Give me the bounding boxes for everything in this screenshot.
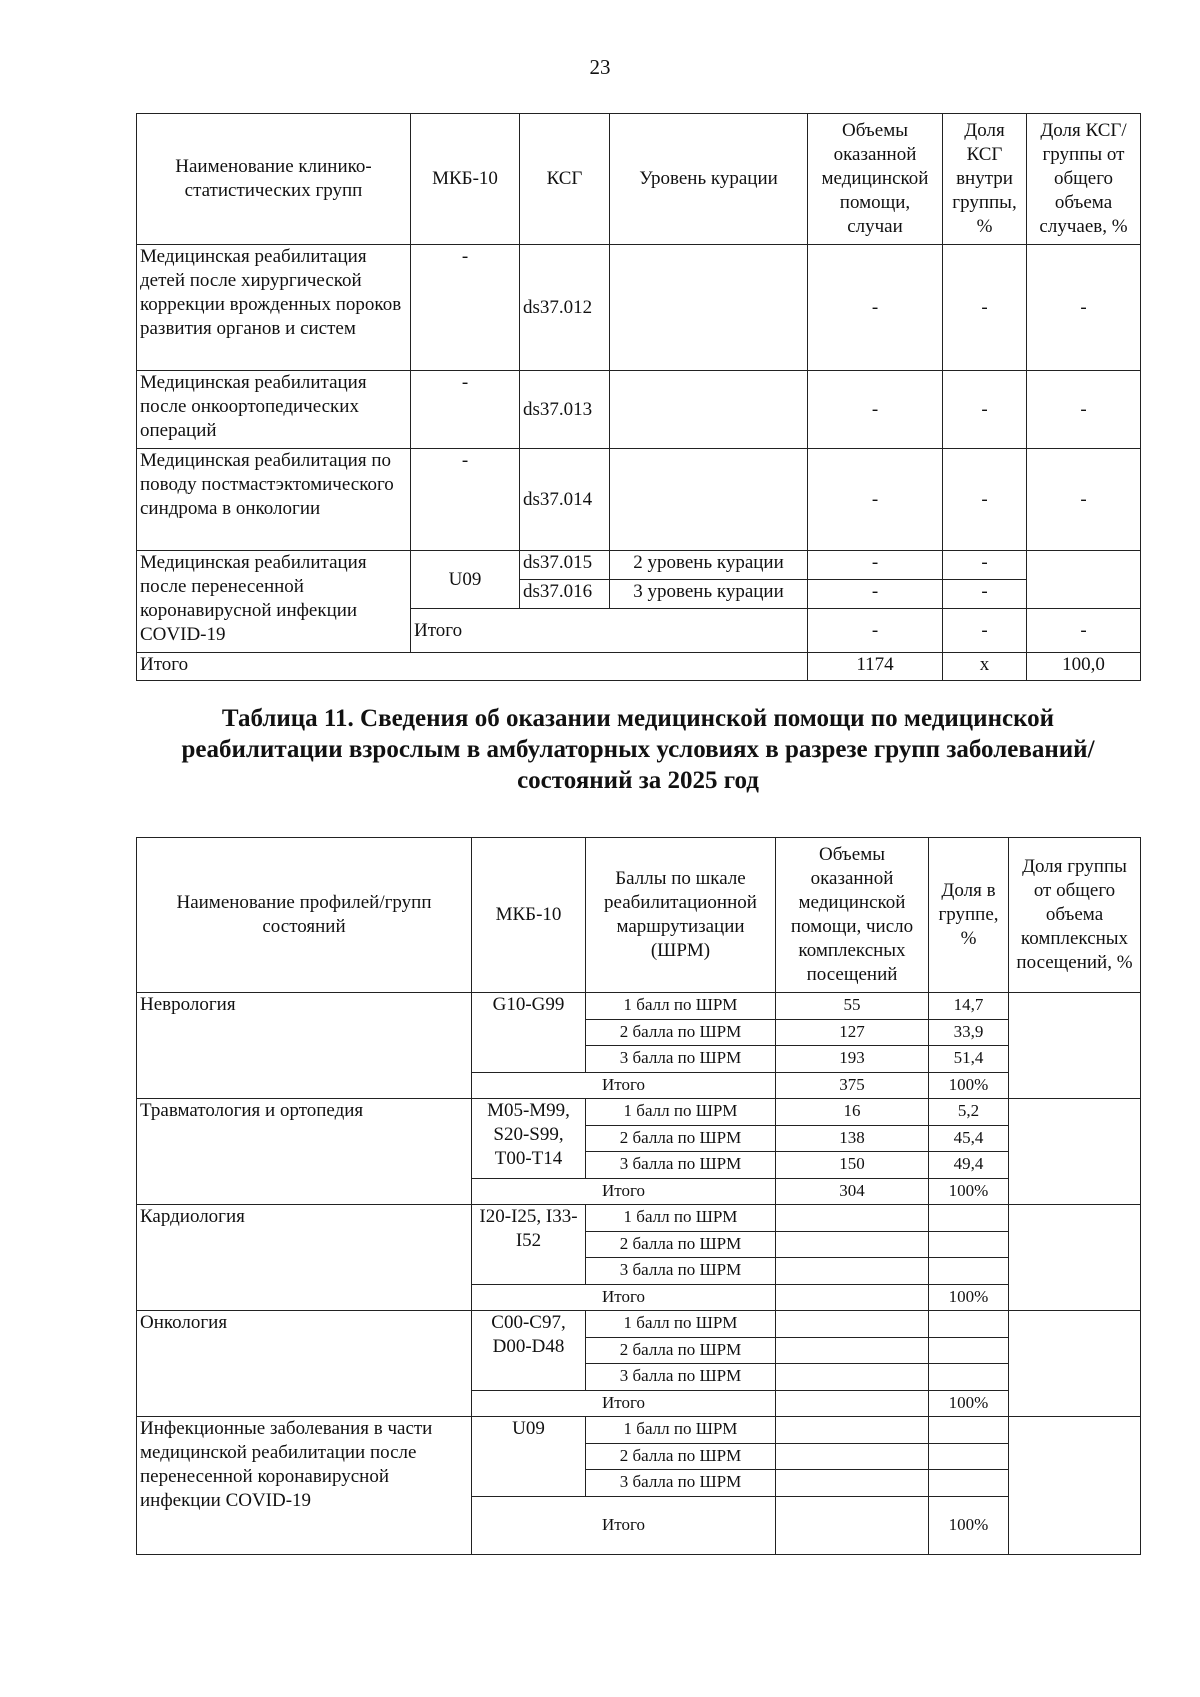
subtotal-label: Итого — [472, 1178, 776, 1205]
row-volume — [776, 1231, 929, 1258]
table-row — [137, 1311, 1141, 1338]
row-volume — [776, 1205, 929, 1232]
subtotal-volume: - — [808, 609, 943, 653]
header-mkb: МКБ-10 — [472, 838, 586, 993]
table-row — [137, 993, 1141, 1020]
row-score: 2 балла по ШРМ — [586, 1019, 776, 1046]
table-caption: Таблица 11. Сведения об оказании медицинской помощи по медицинской реабилитации взрослым в амбулаторных условиях в разрезе групп заболеваний/состояний за 2025 год — [181, 705, 1095, 794]
header-share-total: Доля группы от общего объема комплексных посещений, % — [1009, 838, 1141, 993]
row-share: 51,4 — [929, 1046, 1009, 1073]
row-share: 33,9 — [929, 1019, 1009, 1046]
table-row — [137, 1099, 1141, 1126]
subtotal-label: Итого — [472, 1072, 776, 1099]
subtotal-volume — [776, 1390, 929, 1417]
ksg-table — [136, 113, 1141, 681]
row-ksg: ds37.013 — [520, 371, 610, 449]
row-share-in-group: - — [943, 371, 1027, 449]
grand-total-share-total: 100,0 — [1027, 653, 1141, 681]
row-mkb: - — [411, 371, 520, 449]
row-share — [929, 1258, 1009, 1285]
row-score: 2 балла по ШРМ — [586, 1231, 776, 1258]
grand-total-label: Итого — [137, 653, 808, 681]
header-share-in-group: Доля в группе, % — [929, 838, 1009, 993]
row-level: 3 уровень курации — [610, 580, 808, 609]
header-name: Наименование клинико-статистических групп — [137, 114, 411, 245]
grand-total-row — [137, 653, 1141, 681]
row-name: Медицинская реабилитация детей после хирургической коррекции врожденных пороков развития органов и систем — [137, 245, 411, 371]
group-name: Неврология — [137, 993, 472, 1099]
row-share-total — [1027, 551, 1141, 609]
header-mkb: МКБ-10 — [411, 114, 520, 245]
row-share-in-group: - — [943, 551, 1027, 580]
row-mkb: - — [411, 245, 520, 371]
group-share-total — [1009, 1311, 1141, 1417]
row-share-total: - — [1027, 371, 1141, 449]
row-score: 1 балл по ШРМ — [586, 1417, 776, 1444]
row-name: Медицинская реабилитация после перенесенной коронавирусной инфекции COVID-19 — [137, 551, 411, 653]
table-row — [137, 551, 1141, 580]
page-number: 23 — [589, 55, 611, 79]
row-share-in-group: - — [943, 449, 1027, 551]
header-ksg: КСГ — [520, 114, 610, 245]
subtotal-share: 100% — [929, 1390, 1009, 1417]
subtotal-label: Итого — [411, 609, 808, 653]
row-share — [929, 1443, 1009, 1470]
row-score: 1 балл по ШРМ — [586, 1205, 776, 1232]
row-score: 3 балла по ШРМ — [586, 1258, 776, 1285]
row-volume: - — [808, 449, 943, 551]
header-volume: Объемы оказанной медицинской помощи, число комплексных посещений — [776, 838, 929, 993]
row-score: 3 балла по ШРМ — [586, 1470, 776, 1497]
row-score: 2 балла по ШРМ — [586, 1125, 776, 1152]
row-volume — [776, 1364, 929, 1391]
row-score: 3 балла по ШРМ — [586, 1046, 776, 1073]
row-share — [929, 1231, 1009, 1258]
row-volume: 193 — [776, 1046, 929, 1073]
header-volume: Объемы оказанной медицинской помощи, случаи — [808, 114, 943, 245]
row-ksg: ds37.012 — [520, 245, 610, 371]
header-share-in-group: Доля КСГ внутри группы, % — [943, 114, 1027, 245]
header-score: Баллы по шкале реабилитационной маршрутизации (ШРМ) — [586, 838, 776, 993]
row-share: 5,2 — [929, 1099, 1009, 1126]
subtotal-share: 100% — [929, 1284, 1009, 1311]
row-share — [929, 1205, 1009, 1232]
row-volume: 55 — [776, 993, 929, 1020]
group-share-total — [1009, 993, 1141, 1099]
subtotal-volume: 375 — [776, 1072, 929, 1099]
table-row — [137, 1205, 1141, 1232]
row-share — [929, 1364, 1009, 1391]
subtotal-share: 100% — [929, 1178, 1009, 1205]
row-volume: 16 — [776, 1099, 929, 1126]
subtotal-share-in-group: - — [943, 609, 1027, 653]
row-share-in-group: - — [943, 245, 1027, 371]
subtotal-share: 100% — [929, 1072, 1009, 1099]
grand-total-volume: 1174 — [808, 653, 943, 681]
row-score: 2 балла по ШРМ — [586, 1337, 776, 1364]
table-header-row — [137, 838, 1141, 993]
group-mkb: I20-I25, I33-I52 — [472, 1205, 586, 1285]
subtotal-volume: 304 — [776, 1178, 929, 1205]
header-level: Уровень курации — [610, 114, 808, 245]
row-volume — [776, 1258, 929, 1285]
group-share-total — [1009, 1205, 1141, 1311]
row-score: 3 балла по ШРМ — [586, 1152, 776, 1179]
row-ksg: ds37.015 — [520, 551, 610, 580]
row-share-total: - — [1027, 245, 1141, 371]
row-mkb: - — [411, 449, 520, 551]
row-share — [929, 1337, 1009, 1364]
row-level: 2 уровень курации — [610, 551, 808, 580]
row-share — [929, 1417, 1009, 1444]
row-level — [610, 449, 808, 551]
subtotal-share: 100% — [929, 1496, 1009, 1554]
row-share: 45,4 — [929, 1125, 1009, 1152]
subtotal-label: Итого — [472, 1284, 776, 1311]
row-share — [929, 1470, 1009, 1497]
row-name: Медицинская реабилитация по поводу постмастэктомического синдрома в онкологии — [137, 449, 411, 551]
row-score: 1 балл по ШРМ — [586, 1311, 776, 1338]
group-name: Травматология и ортопедия — [137, 1099, 472, 1205]
row-volume: - — [808, 551, 943, 580]
row-share-in-group: - — [943, 580, 1027, 609]
row-volume: - — [808, 371, 943, 449]
table-row — [137, 371, 1141, 449]
subtotal-volume — [776, 1496, 929, 1554]
row-volume: 138 — [776, 1125, 929, 1152]
subtotal-label: Итого — [472, 1496, 776, 1554]
row-volume — [776, 1417, 929, 1444]
group-share-total — [1009, 1099, 1141, 1205]
row-mkb: U09 — [411, 551, 520, 609]
group-mkb: M05-M99, S20-S99, T00-T14 — [472, 1099, 586, 1179]
rehab-table — [136, 837, 1141, 1555]
group-share-total — [1009, 1417, 1141, 1555]
group-name: Кардиология — [137, 1205, 472, 1311]
row-score: 1 балл по ШРМ — [586, 1099, 776, 1126]
row-volume — [776, 1311, 929, 1338]
table-row — [137, 1417, 1141, 1444]
row-share — [929, 1311, 1009, 1338]
row-level — [610, 245, 808, 371]
row-share: 14,7 — [929, 993, 1009, 1020]
subtotal-volume — [776, 1284, 929, 1311]
table-row — [137, 449, 1141, 551]
row-volume: - — [808, 245, 943, 371]
row-score: 1 балл по ШРМ — [586, 993, 776, 1020]
subtotal-label: Итого — [472, 1390, 776, 1417]
row-volume — [776, 1337, 929, 1364]
row-volume: - — [808, 580, 943, 609]
row-share: 49,4 — [929, 1152, 1009, 1179]
row-volume: 127 — [776, 1019, 929, 1046]
header-name: Наименование профилей/групп состояний — [137, 838, 472, 993]
row-level — [610, 371, 808, 449]
grand-total-share-in-group: х — [943, 653, 1027, 681]
table-header-row — [137, 114, 1141, 245]
row-volume: 150 — [776, 1152, 929, 1179]
group-name: Инфекционные заболевания в части медицинской реабилитации после перенесенной коронавирусной инфекции COVID-19 — [137, 1417, 472, 1555]
row-ksg: ds37.014 — [520, 449, 610, 551]
subtotal-share-total: - — [1027, 609, 1141, 653]
header-share-total: Доля КСГ/ группы от общего объема случаев, % — [1027, 114, 1141, 245]
group-mkb: C00-C97, D00-D48 — [472, 1311, 586, 1391]
group-name: Онкология — [137, 1311, 472, 1417]
row-score: 3 балла по ШРМ — [586, 1364, 776, 1391]
row-volume — [776, 1470, 929, 1497]
group-mkb: U09 — [472, 1417, 586, 1497]
row-share-total: - — [1027, 449, 1141, 551]
row-ksg: ds37.016 — [520, 580, 610, 609]
row-name: Медицинская реабилитация после онкоортопедических операций — [137, 371, 411, 449]
group-mkb: G10-G99 — [472, 993, 586, 1073]
row-score: 2 балла по ШРМ — [586, 1443, 776, 1470]
row-volume — [776, 1443, 929, 1470]
table-row — [137, 245, 1141, 371]
